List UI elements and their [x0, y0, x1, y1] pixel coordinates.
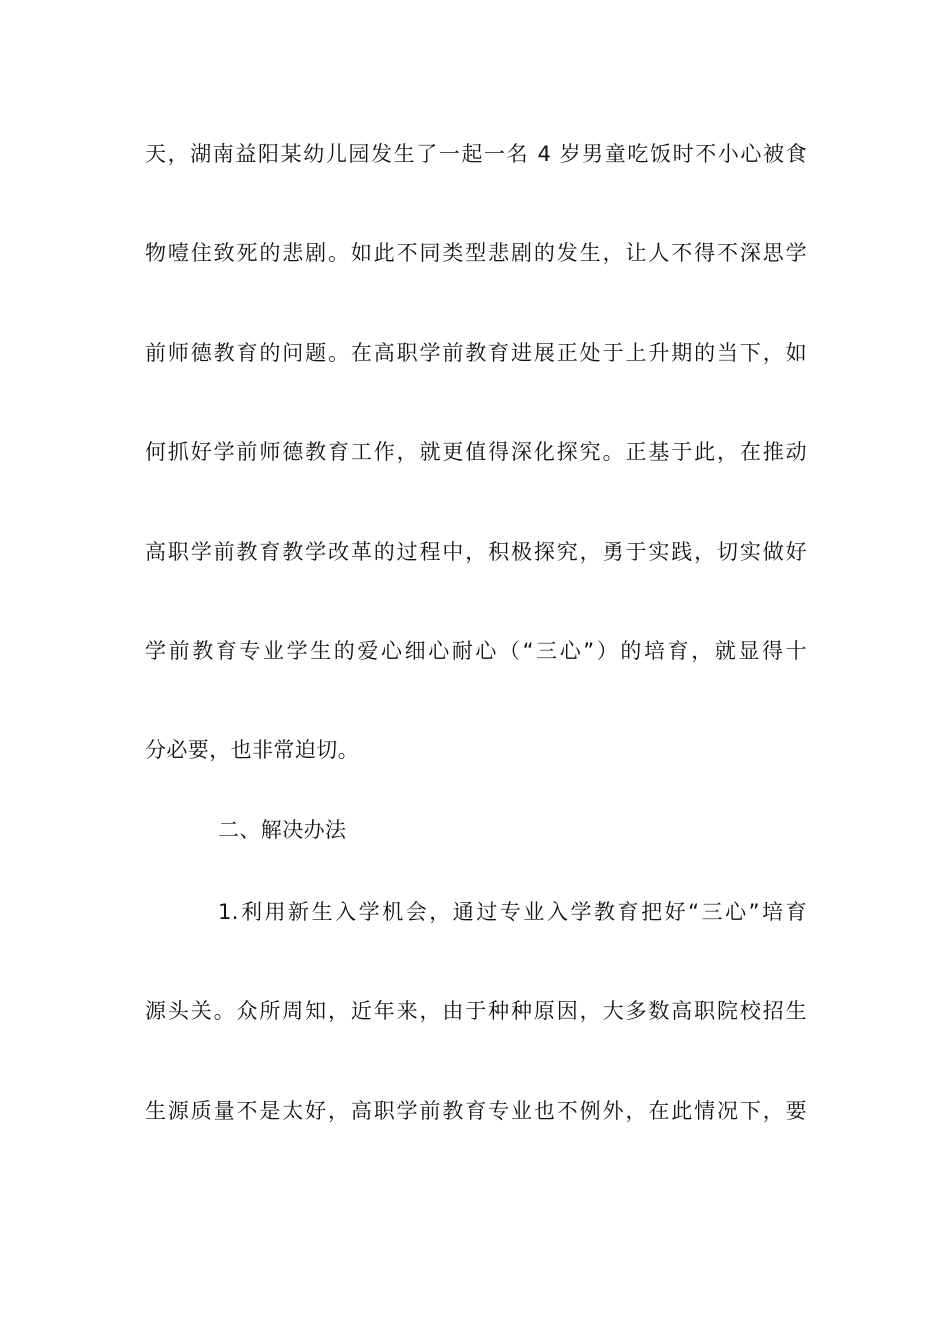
item-line-first: 1.利用新生入学机会，通过专业入学教育把好“三心”培育	[218, 900, 807, 924]
section-heading: 二、解决办法	[218, 818, 347, 842]
paragraph-line: 前师德教育的问题。在高职学前教育进展正处于上升期的当下，如	[145, 341, 807, 365]
paragraph-line: 学前教育专业学生的爱心细心耐心（“三心”）的培育，就显得十	[145, 639, 807, 663]
item-line: 源头关。众所周知，近年来，由于种种原因，大多数高职院校招生	[145, 999, 807, 1023]
paragraph-line-last: 分必要，也非常迫切。	[145, 738, 359, 762]
paragraph-line: 物噎住致死的悲剧。如此不同类型悲剧的发生，让人不得不深思学	[145, 241, 807, 265]
paragraph-line: 高职学前教育教学改革的过程中，积极探究，勇于实践，切实做好	[145, 540, 807, 564]
item-line: 生源质量不是太好，高职学前教育专业也不例外，在此情况下，要	[145, 1099, 807, 1123]
paragraph-line: 天，湖南益阳某幼儿园发生了一起一名 4 岁男童吃饭时不小心被食	[145, 142, 807, 166]
paragraph-line: 何抓好学前师德教育工作，就更值得深化探究。正基于此，在推动	[145, 440, 807, 464]
